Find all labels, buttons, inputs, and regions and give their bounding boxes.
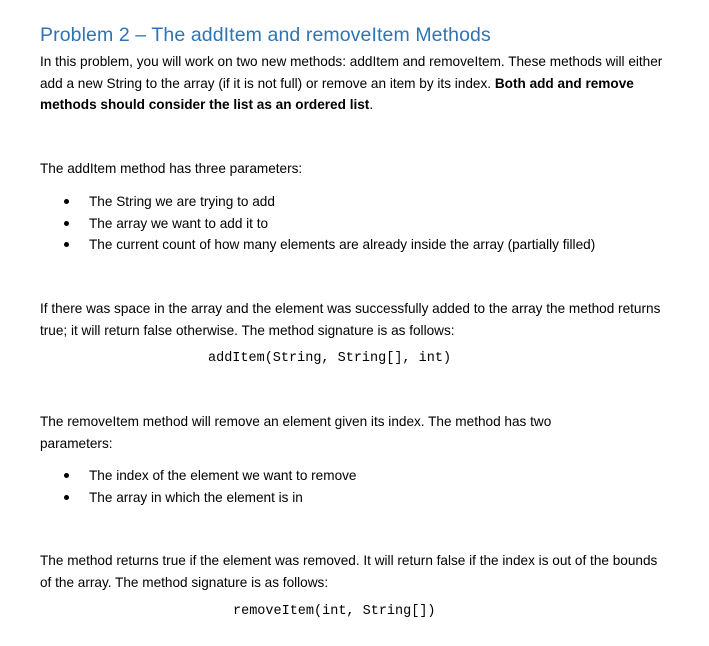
- list-item: The array we want to add it to: [40, 213, 595, 235]
- bullet-icon: [64, 242, 69, 247]
- add-item-signature: addItem(String, String[], int): [208, 351, 452, 366]
- list-item: The current count of how many elements are already inside the array (partially filled): [40, 234, 595, 256]
- section-heading: Problem 2 – The addItem and removeItem Methods: [40, 24, 491, 46]
- intro-bold-text: Both add and remove methods should consider the list as an ordered list: [40, 75, 634, 112]
- remove-item-parameter-list: [40, 465, 357, 508]
- remove-item-intro: The removeItem method will remove an element given its index. The method has two parameters:: [40, 414, 552, 451]
- bullet-icon: [64, 221, 69, 226]
- intro-text: In this problem, you will work on two new methods: addItem and removeItem. These methods will either add a new String to the array (if it is not full) or remove an item by its index.: [40, 54, 663, 91]
- bullet-icon: [64, 495, 69, 500]
- add-item-returns: If there was space in the array and the element was successfully added to the array the method returns true; it will return false otherwise. The method signature is as follows:: [40, 301, 661, 338]
- remove-item-returns: The method returns true if the element was removed. It will return false if the index is out of the bounds of the array. The method signature is as follows:: [40, 553, 658, 590]
- add-item-parameter-list: [40, 191, 595, 256]
- remove-item-signature: removeItem(int, String[]): [233, 604, 436, 619]
- list-item: The index of the element we want to remove: [40, 465, 357, 487]
- add-item-intro: The addItem method has three parameters:: [40, 161, 303, 176]
- bullet-icon: [64, 473, 69, 478]
- intro-paragraph: [40, 51, 670, 116]
- bullet-icon: [64, 199, 69, 204]
- intro-end: .: [369, 97, 374, 112]
- list-item: The String we are trying to add: [40, 191, 595, 213]
- list-item: The array in which the element is in: [40, 487, 357, 509]
